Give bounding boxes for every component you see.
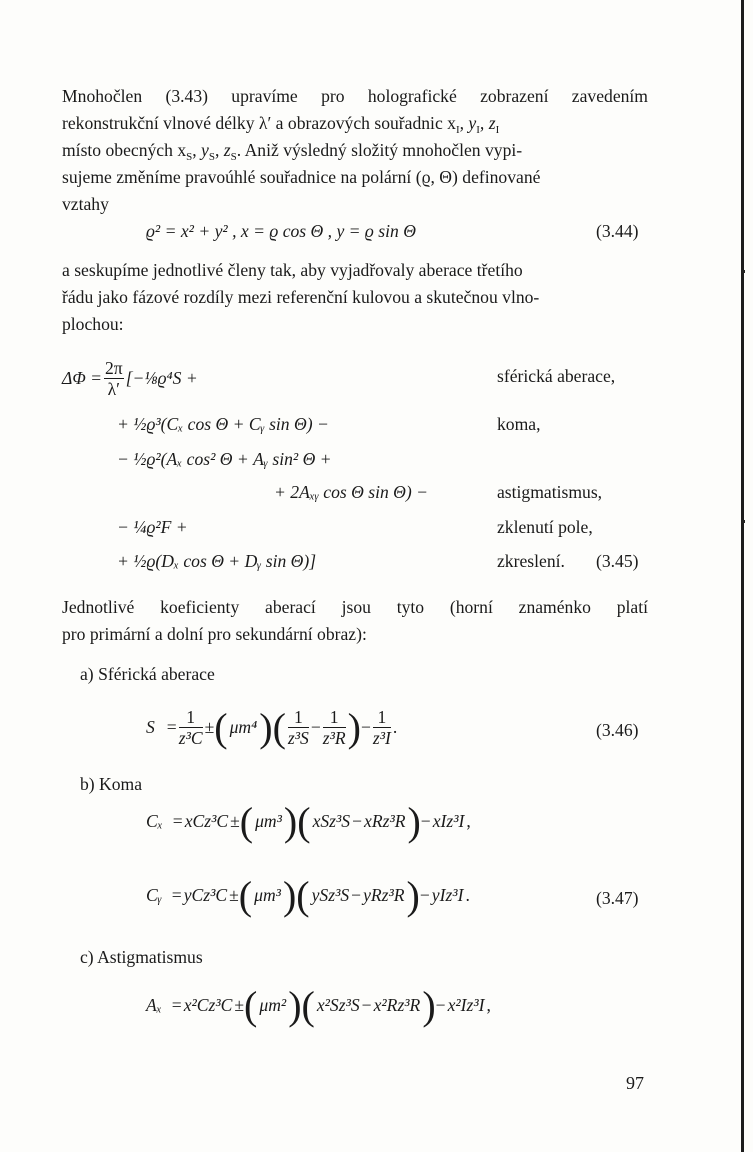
num: μ bbox=[229, 717, 239, 737]
num: xR bbox=[364, 811, 383, 831]
eq345-row-distortion bbox=[117, 551, 316, 572]
eq346-lhs: S bbox=[146, 717, 155, 737]
frac-a bbox=[313, 811, 351, 832]
para2-line1: a seskupíme jednotlivé členy tak, aby vyjadřovaly aberace třetího bbox=[62, 260, 523, 280]
equation-3-44 bbox=[146, 221, 416, 242]
para1-line2-text: rekonstrukční vlnové délky λ′ a obrazových souřadnic x bbox=[62, 113, 456, 133]
frac-a bbox=[317, 995, 360, 1016]
den: z³I bbox=[445, 885, 464, 905]
frac-mu bbox=[230, 717, 258, 738]
num: 1 bbox=[323, 707, 346, 728]
num: yC bbox=[183, 885, 204, 905]
y-coord: , y bbox=[459, 113, 477, 133]
paren: ( bbox=[244, 983, 258, 1028]
edge-mark bbox=[742, 520, 745, 523]
paren: ( bbox=[272, 705, 286, 750]
frac-den: λ′ bbox=[107, 379, 121, 399]
den: z³S bbox=[328, 885, 350, 905]
end-punct: , bbox=[486, 995, 491, 1015]
num: μ bbox=[259, 995, 269, 1015]
sub-I: I bbox=[476, 124, 480, 136]
para2-line3: plochou: bbox=[62, 314, 124, 334]
num: x²C bbox=[183, 995, 209, 1015]
section-c-heading: c) Astigmatismus bbox=[80, 947, 203, 967]
frac-t1 bbox=[184, 885, 227, 906]
num: yS bbox=[311, 885, 329, 905]
sub-I: I bbox=[495, 124, 500, 136]
num: x²S bbox=[316, 995, 339, 1015]
minus: − bbox=[351, 885, 362, 905]
minus: − bbox=[360, 717, 371, 737]
paren: ( bbox=[238, 873, 253, 918]
paren: ( bbox=[296, 873, 310, 918]
den: z³C bbox=[203, 885, 228, 905]
edge-mark bbox=[742, 270, 745, 273]
frac-mu bbox=[255, 811, 282, 832]
paren: ( bbox=[214, 705, 228, 750]
minus: − bbox=[361, 995, 372, 1015]
den: z³I bbox=[372, 727, 391, 748]
num: μ bbox=[255, 811, 264, 831]
row-text: − ¼ϱ²F + bbox=[117, 517, 188, 537]
end-punct: , bbox=[466, 811, 471, 831]
equation-3-47-cy bbox=[146, 872, 470, 919]
end-punct: . bbox=[392, 717, 398, 737]
num: 1 bbox=[373, 707, 391, 728]
z-coord: , z bbox=[479, 113, 496, 133]
num: xC bbox=[184, 811, 205, 831]
eq347-number: (3.47) bbox=[596, 888, 639, 908]
eq345-row-astig2 bbox=[274, 482, 428, 503]
den: z³I bbox=[446, 811, 465, 831]
equals: = bbox=[171, 995, 182, 1015]
equation-3-47-cx bbox=[146, 798, 471, 845]
page-edge-line bbox=[741, 0, 744, 1152]
para2-line2: řádu jako fázové rozdíly mezi referenční kulovou a skutečnou vlno- bbox=[62, 287, 540, 307]
minus: − bbox=[435, 995, 446, 1015]
row-text: + ½ϱ³(Cₓ cos Θ + Cᵧ sin Θ) − bbox=[117, 414, 329, 434]
num: 1 bbox=[288, 707, 309, 728]
plus-minus: ± bbox=[229, 885, 239, 905]
sub-S: S bbox=[208, 151, 215, 163]
cx-lhs: Cₓ bbox=[146, 811, 163, 831]
paren: ) bbox=[283, 799, 298, 844]
eq346-number: (3.46) bbox=[596, 720, 639, 740]
frac-t1 bbox=[185, 811, 228, 832]
paren: ) bbox=[288, 983, 302, 1028]
paren: ) bbox=[347, 705, 361, 750]
para1-line3-text: místo obecných x bbox=[62, 140, 187, 160]
label-spherical: sférická aberace, bbox=[497, 366, 616, 386]
num: xI bbox=[432, 811, 447, 831]
eq345-row-field bbox=[117, 517, 188, 538]
minus: − bbox=[352, 811, 363, 831]
minus: − bbox=[310, 717, 321, 737]
frac-c bbox=[433, 811, 465, 832]
frac-c bbox=[448, 995, 485, 1016]
sub-S: S bbox=[186, 151, 193, 163]
den: z³R bbox=[397, 995, 421, 1015]
num: x²R bbox=[373, 995, 398, 1015]
plus-minus: ± bbox=[234, 995, 245, 1015]
den: z³R bbox=[322, 727, 346, 748]
frac-t1 bbox=[184, 995, 233, 1016]
sub-S: S bbox=[230, 151, 237, 163]
num: μ bbox=[254, 885, 263, 905]
end-punct: . bbox=[465, 885, 470, 905]
minus: − bbox=[419, 885, 430, 905]
den: z³C bbox=[208, 995, 233, 1015]
num: yR bbox=[363, 885, 382, 905]
den: m⁴ bbox=[238, 717, 258, 737]
frac-b bbox=[364, 811, 405, 832]
cy-lhs: Cᵧ bbox=[146, 885, 162, 905]
para1-line3-rest: Aniž výsledný složitý mnohočlen vypi- bbox=[244, 140, 523, 160]
label-astigmatism: astigmatismus, bbox=[497, 482, 603, 502]
delta-phi: ΔΦ = bbox=[62, 368, 102, 388]
equals: = bbox=[172, 811, 183, 831]
den: z³I bbox=[466, 995, 485, 1015]
label-coma: koma, bbox=[497, 414, 541, 434]
sub-I: I bbox=[455, 124, 460, 136]
page-number: 97 bbox=[626, 1073, 644, 1093]
eq345-number: (3.45) bbox=[596, 551, 639, 571]
two-pi-over-lambda bbox=[104, 358, 124, 399]
equation-ax bbox=[146, 982, 491, 1029]
label-distortion: zkreslení. bbox=[497, 551, 565, 571]
paren: ) bbox=[406, 873, 420, 918]
den: m³ bbox=[263, 811, 282, 831]
eq345-row-spherical: [−⅛ϱ⁴S + bbox=[125, 368, 198, 388]
den: m² bbox=[268, 995, 287, 1015]
paren: ( bbox=[301, 983, 315, 1028]
paren: ( bbox=[239, 799, 254, 844]
para1-line3: místo obecných $x_S$, $y_S$, $z_S$. Aniž výsledný složitý mnohočlen vypi- bbox=[62, 140, 523, 163]
num: yI bbox=[431, 885, 446, 905]
row-text: + ½ϱ(Dₓ cos Θ + Dᵧ sin Θ)] bbox=[117, 551, 317, 571]
num: 1 bbox=[179, 707, 203, 728]
den: z³C bbox=[178, 727, 203, 748]
frac-c bbox=[432, 885, 464, 906]
num: xS bbox=[312, 811, 330, 831]
den: z³S bbox=[338, 995, 360, 1015]
frac-t1 bbox=[179, 707, 203, 749]
paren: ) bbox=[259, 705, 273, 750]
eq344-content: ϱ² = x² + y² , x = ϱ cos Θ , y = ϱ sin Θ bbox=[146, 221, 416, 241]
frac-b bbox=[323, 707, 346, 749]
frac-a bbox=[312, 885, 350, 906]
minus: − bbox=[420, 811, 431, 831]
frac-a bbox=[288, 707, 309, 749]
den: z³S bbox=[329, 811, 351, 831]
equals: = bbox=[171, 885, 182, 905]
den: m³ bbox=[262, 885, 281, 905]
paren: ) bbox=[407, 799, 421, 844]
plus-minus: ± bbox=[230, 811, 240, 831]
den: z³R bbox=[381, 885, 405, 905]
section-b-heading: b) Koma bbox=[80, 774, 143, 794]
label-field-curvature: zklenutí pole, bbox=[497, 517, 593, 537]
equation-3-46 bbox=[146, 704, 397, 751]
den: z³R bbox=[382, 811, 406, 831]
para1-line1: Mnohočlen (3.43) upravíme pro holografické zobrazení zavedením bbox=[62, 86, 648, 106]
paren: ( bbox=[297, 799, 311, 844]
para3-line1: Jednotlivé koeficienty aberací jsou tyto (horní znaménko platí bbox=[62, 597, 648, 617]
plus-minus: ± bbox=[204, 717, 215, 737]
para1-line5: vztahy bbox=[62, 194, 109, 214]
frac-mu bbox=[254, 885, 281, 906]
ax-lhs: Aₓ bbox=[146, 995, 162, 1015]
section-a-heading: a) Sférická aberace bbox=[80, 664, 215, 684]
den: z³S bbox=[287, 727, 309, 748]
para1-line4: sujeme změníme pravoúhlé souřadnice na polární (ϱ, Θ) definované bbox=[62, 167, 541, 187]
paren: ) bbox=[422, 983, 436, 1028]
num: x²I bbox=[447, 995, 467, 1015]
frac-b bbox=[363, 885, 404, 906]
frac-c bbox=[373, 707, 391, 749]
equals: = bbox=[166, 717, 177, 737]
para1-line2 bbox=[62, 113, 499, 136]
paren: ) bbox=[282, 873, 297, 918]
frac-b bbox=[374, 995, 421, 1016]
para3-line2: pro primární a dolní pro sekundární obraz): bbox=[62, 624, 367, 644]
frac-mu bbox=[259, 995, 286, 1016]
eq345-row-coma bbox=[117, 414, 329, 435]
eq344-number: (3.44) bbox=[596, 221, 639, 241]
row-text: − ½ϱ²(Aₓ cos² Θ + Aᵧ sin² Θ + bbox=[117, 449, 332, 469]
den: z³C bbox=[204, 811, 229, 831]
row-text: + 2Aₓᵧ cos Θ sin Θ) − bbox=[274, 482, 428, 502]
frac-num: 2π bbox=[105, 358, 123, 378]
eq345-row-astig1 bbox=[117, 449, 332, 470]
eq345-lhs bbox=[62, 358, 198, 399]
